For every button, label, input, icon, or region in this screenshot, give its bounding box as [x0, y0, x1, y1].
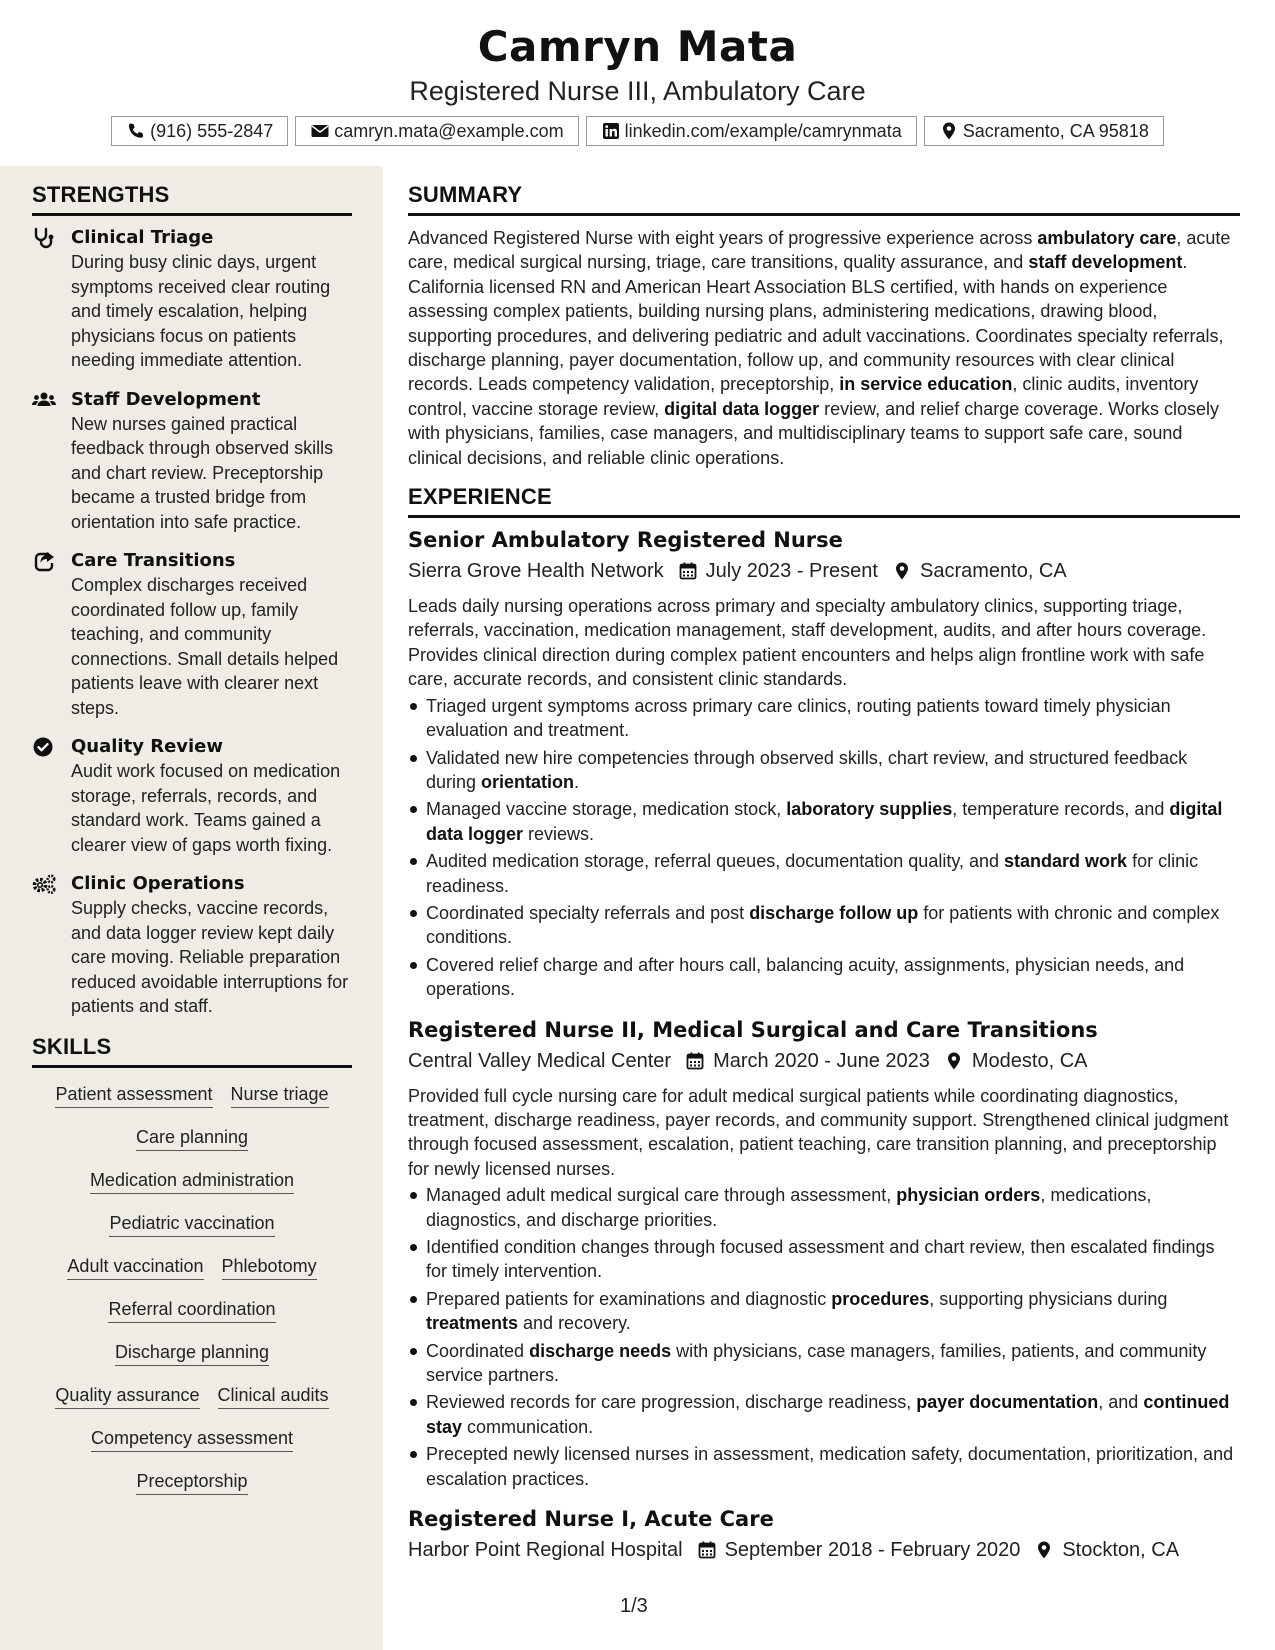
bullet-item: Managed vaccine storage, medication stock, laboratory supplies, temperature records, and digital data logger reviews.	[426, 797, 1240, 846]
strength-item	[32, 549, 357, 720]
skills-heading: SKILLS	[32, 1034, 352, 1068]
job-dates: March 2020 - June 2023	[713, 1049, 930, 1072]
skill-row	[32, 1297, 352, 1323]
bullet-item: Audited medication storage, referral queues, documentation quality, and standard work for clinic readiness.	[426, 849, 1240, 898]
skill-tag: Pediatric vaccination	[109, 1211, 274, 1237]
bullet-item: Coordinated discharge needs with physicians, case managers, families, patients, and community service partners.	[426, 1339, 1240, 1388]
skill-tag: Adult vaccination	[67, 1254, 203, 1280]
strength-text: Supply checks, vaccine records, and data logger review kept daily care moving. Reliable preparation reduced avoidable interruptions for patients and staff.	[71, 898, 349, 1016]
job-entry	[408, 1505, 1240, 1565]
bullet-item: Covered relief charge and after hours call, balancing acuity, assignments, physician needs, and operations.	[426, 953, 1240, 1002]
main-column	[408, 166, 1240, 1565]
job-company: Central Valley Medical Center	[408, 1049, 672, 1072]
skill-row	[32, 1340, 352, 1366]
skill-tag: Referral coordination	[108, 1297, 275, 1323]
contact-email-text[interactable]: camryn.mata@example.com	[334, 120, 564, 141]
strengths-heading: STRENGTHS	[32, 182, 352, 216]
job-title: Registered Nurse I, Acute Care	[408, 1507, 774, 1532]
bullet-item: Reviewed records for care progression, discharge readiness, payer documentation, and continued stay communication.	[426, 1390, 1240, 1439]
bullet-item: Validated new hire competencies through observed skills, chart review, and structured feedback during orientation.	[426, 746, 1240, 795]
bullet-item: Precepted newly licensed nurses in assessment, medication safety, documentation, prioritization, and escalation practices.	[426, 1442, 1240, 1491]
job-location: Sacramento, CA	[919, 560, 1067, 583]
candidate-title: Registered Nurse III, Ambulatory Care	[409, 76, 866, 106]
job-bullets	[408, 1183, 1240, 1491]
job-title: Registered Nurse II, Medical Surgical and Care Transitions	[408, 1017, 1098, 1042]
strength-item	[32, 872, 357, 1019]
skill-tag: Care planning	[136, 1125, 248, 1151]
skill-row	[32, 1426, 352, 1452]
experience-list	[408, 526, 1240, 1565]
skill-row	[32, 1168, 352, 1194]
job-dates: September 2018 - February 2020	[724, 1539, 1021, 1562]
location-pin-icon	[892, 561, 912, 581]
candidate-name: Camryn Mata	[477, 22, 798, 71]
bullet-item: Managed adult medical surgical care through assessment, physician orders, medications, diagnostics, and discharge priorities.	[426, 1183, 1240, 1232]
strength-text: Complex discharges received coordinated follow up, family teaching, and community connections. Small details helped patients leave with clearer next steps.	[71, 575, 339, 718]
skill-row	[32, 1254, 352, 1280]
strength-title: Staff Development	[71, 388, 261, 410]
contact-linkedin[interactable]	[586, 116, 917, 146]
job-entry	[408, 526, 1240, 1002]
share-icon	[32, 550, 56, 572]
job-meta	[408, 1046, 1240, 1076]
location-pin-icon	[939, 121, 959, 141]
summary-text: Advanced Registered Nurse with eight years of progressive experience across ambulatory care, acute care, medical surgical nursing, triage, care transitions, quality assurance, and staff development. California licensed RN and American Heart Association BLS certified, with hands on experience assessing complex patients, building nursing plans, administering medications, drawing blood, supporting procedures, and delivering pediatric and adult vaccinations. Coordinates specialty referrals, discharge planning, payer documentation, follow up, and community resources with clear clinical records. Leads competency validation, preceptorship, in service education, clinic audits, inventory control, vaccine storage review, digital data logger review, and relief charge coverage. Works closely with physicians, families, case managers, and multidisciplinary teams to support safe care, sound clinical decisions, and reliable clinic operations.	[408, 228, 1231, 468]
strength-title: Clinic Operations	[71, 873, 245, 894]
contact-email[interactable]	[295, 116, 578, 146]
contact-linkedin-text[interactable]: linkedin.com/example/camrynmata	[624, 120, 902, 141]
strength-item	[32, 388, 357, 535]
location-pin-icon	[944, 1051, 964, 1071]
contact-location-text: Sacramento, CA 95818	[962, 120, 1149, 141]
strength-title: Quality Review	[71, 736, 224, 757]
skill-tag: Nurse triage	[231, 1082, 329, 1108]
skill-tag: Medication administration	[90, 1168, 294, 1194]
strength-title: Care Transitions	[71, 550, 236, 571]
summary-heading: SUMMARY	[408, 182, 1240, 216]
contact-location	[924, 116, 1164, 146]
strength-text: Audit work focused on medication storage, referrals, records, and standard work. Teams gained a clearer view of gaps worth fixing.	[71, 761, 341, 855]
skill-row	[32, 1211, 352, 1237]
sidebar	[0, 166, 383, 1650]
skill-tag: Clinical audits	[218, 1383, 329, 1409]
envelope-icon	[310, 121, 330, 141]
job-description: Leads daily nursing operations across primary and specialty ambulatory clinics, supporting triage, referrals, vaccination, medication management, staff development, audits, and after hours coverage. Provides clinical direction during complex patient encounters and helps align frontline work with safe care, accurate records, and consistent clinic standards.	[408, 596, 1207, 690]
bullet-item: Identified condition changes through focused assessment and chart review, then escalated findings for timely intervention.	[426, 1235, 1240, 1284]
calendar-icon	[697, 1540, 717, 1560]
strength-item	[32, 735, 357, 857]
bullet-item: Prepared patients for examinations and diagnostic procedures, supporting physicians during treatments and recovery.	[426, 1287, 1240, 1336]
job-location: Stockton, CA	[1062, 1539, 1180, 1562]
skill-tag: Patient assessment	[55, 1082, 212, 1108]
experience-heading: EXPERIENCE	[408, 484, 1240, 518]
job-dates: July 2023 - Present	[705, 560, 878, 583]
strength-item	[32, 226, 357, 373]
job-entry	[408, 1016, 1240, 1492]
skill-row	[32, 1383, 352, 1409]
skill-tag: Phlebotomy	[222, 1254, 317, 1280]
job-meta	[408, 1535, 1240, 1565]
users-icon	[32, 389, 56, 411]
bullet-item: Triaged urgent symptoms across primary care clinics, routing patients toward timely physician evaluation and treatment.	[426, 694, 1240, 743]
calendar-icon	[678, 561, 698, 581]
check-circle-icon	[32, 736, 56, 758]
job-bullets	[408, 694, 1240, 1002]
contact-phone-text: (916) 555-2847	[150, 120, 274, 141]
skill-row	[32, 1469, 352, 1495]
skill-tag: Competency assessment	[91, 1426, 293, 1452]
strengths-list	[32, 226, 357, 1019]
skill-tag: Preceptorship	[136, 1469, 247, 1495]
calendar-icon	[685, 1051, 705, 1071]
bullet-item: Coordinated specialty referrals and post discharge follow up for patients with chronic and complex conditions.	[426, 901, 1240, 950]
page-number: 1/3	[620, 1595, 648, 1617]
contact-bar	[0, 116, 1275, 146]
job-meta	[408, 556, 1240, 586]
contact-phone	[111, 116, 288, 146]
skills-list	[32, 1082, 352, 1495]
resume-header	[0, 0, 1275, 146]
skill-row	[32, 1082, 352, 1108]
job-description: Provided full cycle nursing care for adult medical surgical patients while coordinating diagnostics, treatment, discharge readiness, payer records, and community support. Strengthened clinical judgment through focused assessment, escalation, patient teaching, care transition planning, and preceptorship for newly licensed nurses.	[408, 1085, 1229, 1179]
location-pin-icon	[1034, 1540, 1054, 1560]
stethoscope-icon	[32, 227, 56, 249]
job-company: Sierra Grove Health Network	[408, 560, 664, 583]
skill-tag: Quality assurance	[55, 1383, 199, 1409]
skill-row	[32, 1125, 352, 1151]
skill-tag: Discharge planning	[115, 1340, 269, 1366]
strength-text: New nurses gained practical feedback through observed skills and chart review. Preceptorship became a trusted bridge from orientation into safe practice.	[71, 413, 334, 532]
job-company: Harbor Point Regional Hospital	[408, 1539, 683, 1562]
strength-text: During busy clinic days, urgent symptoms received clear routing and timely escalation, helping physicians focus on patients needing immediate attention.	[71, 252, 331, 370]
job-location: Modesto, CA	[971, 1049, 1088, 1072]
phone-icon	[126, 121, 146, 141]
gears-icon	[32, 873, 56, 895]
linkedin-icon	[601, 121, 621, 141]
strength-title: Clinical Triage	[71, 227, 214, 248]
job-title: Senior Ambulatory Registered Nurse	[408, 528, 843, 553]
